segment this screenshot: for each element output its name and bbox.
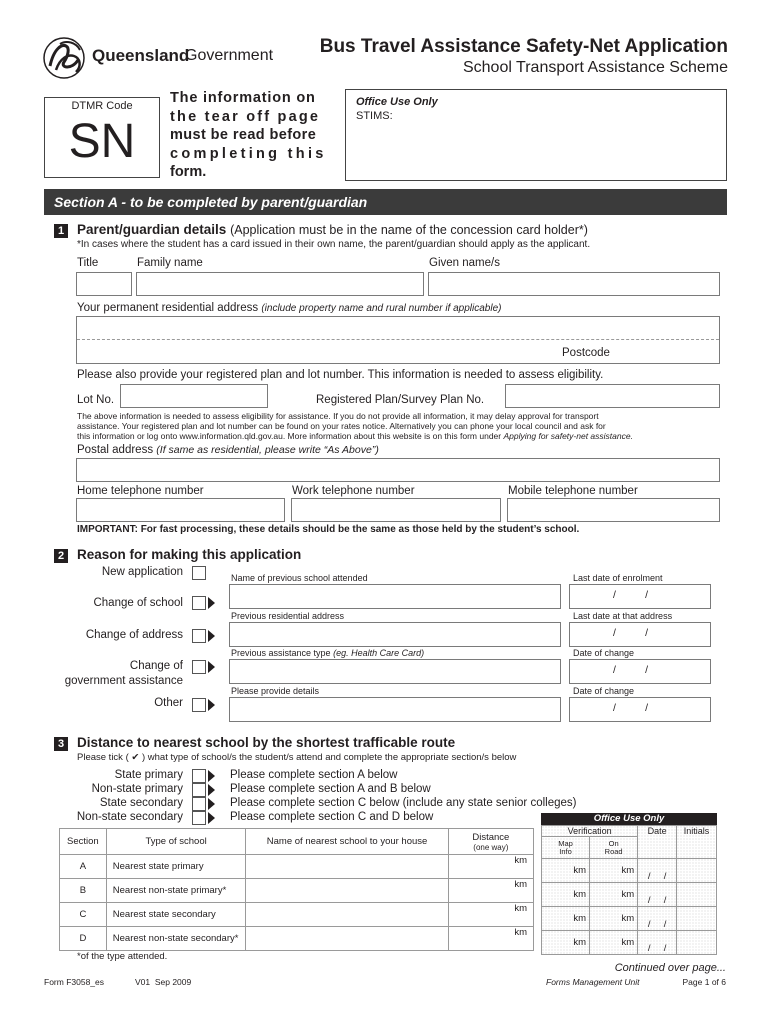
col-name-header: Name of nearest school to your house (246, 829, 448, 855)
initials-header: Initials (677, 826, 717, 859)
info-line-3-text: this information or log onto www.information.qld.gov.au. More information about this website is on this form under (77, 431, 502, 441)
info-paragraph (77, 411, 722, 441)
road-km-cell[interactable] (590, 859, 638, 883)
arrow-right-icon (208, 699, 215, 711)
school-name-cell[interactable] (246, 855, 448, 879)
details-field[interactable] (229, 697, 561, 722)
change-of-school-checkbox[interactable] (192, 596, 206, 610)
office-initials-cell[interactable] (677, 883, 717, 907)
type-label-nonstate-primary: Non-state primary (91, 783, 183, 795)
office-date-cell[interactable] (638, 907, 677, 931)
km-unit: km (514, 927, 527, 938)
info-text: Info (559, 846, 572, 856)
type-attended-footnote: *of the type attended. (77, 951, 168, 962)
plan-lot-note: Please also provide your registered plan and lot number. This information is needed to assess eligibility. (77, 369, 604, 381)
family-name-field[interactable] (136, 272, 424, 296)
road-km-cell[interactable] (590, 931, 638, 955)
prev-address-label: Previous residential address (231, 611, 345, 621)
plan-label: Registered Plan/Survey Plan No. (316, 394, 485, 406)
change-of-gov-assistance-checkbox[interactable] (192, 660, 206, 674)
distance-table-header (60, 829, 534, 855)
q1-heading-note: (Application must be in the name of the concession card holder*) (230, 223, 588, 237)
nonstate-primary-checkbox[interactable] (192, 783, 206, 797)
notice-line-2: the tear off page (170, 108, 321, 125)
notice-line-4: completing this (170, 145, 327, 162)
title-field[interactable] (76, 272, 132, 296)
type-label-state-primary: State primary (114, 769, 183, 781)
question-3-heading: Distance to nearest school by the shortest trafficable route (77, 735, 456, 750)
question-2-heading: Reason for making this application (77, 547, 302, 562)
continued-note: Continued over page... (614, 962, 726, 974)
distance-cell[interactable] (448, 879, 533, 903)
family-name-label: Family name (137, 257, 203, 269)
km-unit: km (514, 855, 527, 866)
map-info-header (542, 837, 590, 859)
date-slashes: / / (613, 627, 649, 639)
office-initials-cell[interactable] (677, 931, 717, 955)
date-slash: / / (647, 895, 667, 906)
km-unit: km (621, 865, 635, 876)
postal-label-note: (If same as residential, please write “As Above”) (156, 444, 379, 456)
dtmr-code-box (44, 97, 160, 178)
new-application-checkbox[interactable] (192, 566, 206, 580)
school-name-cell[interactable] (246, 927, 448, 951)
map-text: Map (558, 838, 573, 848)
row-type: Nearest state secondary (106, 903, 246, 927)
mobile-phone-label: Mobile telephone number (508, 485, 638, 497)
km-unit: km (573, 865, 587, 876)
road-text: Road (604, 846, 623, 856)
address-divider (77, 339, 719, 340)
distance-header-text: Distance (472, 831, 510, 843)
km-unit: km (621, 913, 635, 924)
lot-label: Lot No. (77, 394, 115, 406)
logo-text-regular: Government (185, 47, 274, 64)
mobile-phone-field[interactable] (507, 498, 720, 522)
address-label (77, 302, 501, 314)
office-date-cell[interactable] (638, 883, 677, 907)
row-type: Nearest non-state secondary* (106, 927, 246, 951)
km-unit: km (514, 879, 527, 890)
school-name-cell[interactable] (246, 879, 448, 903)
col-section-header: Section (60, 829, 107, 855)
notice-line-5: form. (170, 164, 207, 180)
tear-off-notice (170, 89, 330, 182)
map-km-cell[interactable] (542, 931, 590, 955)
option-other-label: Other (154, 697, 183, 709)
info-line-3-italic: Applying for safety-net assistance. (503, 431, 633, 441)
col-distance-header (448, 829, 533, 855)
info-line-3 (77, 431, 722, 441)
arrow-right-icon (208, 812, 215, 824)
on-road-header (590, 837, 638, 859)
work-phone-label: Work telephone number (292, 485, 415, 497)
stims-label: STIMS: (356, 110, 393, 122)
postal-label (77, 444, 379, 456)
given-names-label: Given name/s (429, 257, 500, 269)
date-slash: / / (647, 919, 667, 930)
option-gov-label-2: government assistance (64, 675, 183, 687)
forms-unit: Forms Management Unit (546, 977, 640, 987)
prev-school-label: Name of previous school attended (231, 573, 368, 583)
arrow-right-icon (208, 784, 215, 796)
type-instr-nonstate-secondary: Please complete section C and D below (230, 811, 434, 823)
table-row (542, 907, 717, 931)
lot-number-field[interactable] (120, 384, 268, 408)
logo-text-bold: Queensland (92, 46, 190, 65)
option-school-label: Change of school (93, 597, 183, 609)
date-header: Date (638, 826, 677, 859)
plan-number-field[interactable] (505, 384, 720, 408)
office-use-table (541, 825, 717, 955)
table-row (60, 879, 534, 903)
row-type: Nearest state primary (106, 855, 246, 879)
distance-cell[interactable] (448, 903, 533, 927)
date-change-label-1: Date of change (573, 648, 635, 658)
form-version: V01 Sep 2009 (135, 977, 192, 987)
road-km-cell[interactable] (590, 907, 638, 931)
notice-line-1: The information on (170, 90, 316, 106)
address-label-note: (include property name and rural number if applicable) (261, 303, 502, 314)
type-instr-state-secondary: Please complete section C below (include any state senior colleges) (230, 797, 577, 809)
arrow-right-icon (208, 770, 215, 782)
map-km-cell[interactable] (542, 883, 590, 907)
row-section: C (60, 903, 107, 927)
question-3-number: 3 (54, 737, 68, 751)
question-1-heading (77, 222, 588, 237)
km-unit: km (573, 889, 587, 900)
km-unit: km (514, 903, 527, 914)
q1-heading-text: Parent/guardian details (77, 222, 227, 237)
date-slash: / / (647, 943, 667, 954)
km-unit: km (573, 937, 587, 948)
table-row (542, 859, 717, 883)
option-new-label: New application (101, 566, 183, 578)
given-names-field[interactable] (428, 272, 720, 296)
arrow-right-icon (208, 597, 215, 609)
prev-assist-text: Previous assistance type (231, 648, 331, 658)
date-slashes: / / (613, 589, 649, 601)
map-km-cell[interactable] (542, 859, 590, 883)
col-type-header: Type of school (106, 829, 246, 855)
office-date-cell[interactable] (638, 859, 677, 883)
details-label: Please provide details (231, 686, 320, 696)
school-name-cell[interactable] (246, 903, 448, 927)
question-1-number: 1 (54, 224, 68, 238)
date-change-field-1[interactable] (569, 659, 711, 684)
map-km-cell[interactable] (542, 907, 590, 931)
date-change-field-2[interactable] (569, 697, 711, 722)
dtmr-code-label: DTMR Code (71, 100, 133, 112)
form-subtitle: School Transport Assistance Scheme (462, 59, 728, 76)
option-gov-label-1: Change of (129, 660, 183, 672)
office-header-row-1 (542, 826, 717, 837)
type-instr-nonstate-primary: Please complete section A and B below (230, 783, 431, 795)
last-enrol-date-field[interactable] (569, 584, 711, 609)
form-title: Bus Travel Assistance Safety-Net Application (319, 36, 728, 57)
coat-of-arms-icon (42, 36, 92, 80)
type-instr-state-primary: Please complete section A below (230, 769, 398, 781)
date-slashes: / / (613, 664, 649, 676)
q3-instruction: Please tick ( ✔ ) what type of school/s the student/s attend and complete the appropriate section/s below (77, 752, 517, 763)
row-type: Nearest non-state primary* (106, 879, 246, 903)
office-initials-cell[interactable] (677, 859, 717, 883)
table-row (542, 883, 717, 907)
type-label-nonstate-secondary: Non-state secondary (76, 811, 183, 823)
section-a-banner: Section A - to be completed by parent/guardian (44, 189, 727, 215)
type-label-state-secondary: State secondary (99, 797, 183, 809)
state-primary-checkbox[interactable] (192, 769, 206, 783)
home-phone-field[interactable] (76, 498, 285, 522)
notice-line-3: must be read before (170, 127, 317, 143)
row-section: B (60, 879, 107, 903)
last-date-address-field[interactable] (569, 622, 711, 647)
last-date-address-label: Last date at that address (573, 611, 673, 621)
other-checkbox[interactable] (192, 698, 206, 712)
question-2-number: 2 (54, 549, 68, 563)
km-unit: km (621, 889, 635, 900)
prev-address-field[interactable] (229, 622, 561, 647)
title-label: Title (77, 257, 99, 269)
office-use-header: Office Use Only (541, 813, 717, 825)
date-slash: / / (647, 871, 667, 882)
prev-assist-label (231, 648, 424, 658)
page-number: Page 1 of 6 (682, 977, 726, 987)
verification-header: Verification (542, 826, 638, 837)
table-row (60, 903, 534, 927)
distance-table (59, 828, 534, 951)
state-secondary-checkbox[interactable] (192, 797, 206, 811)
table-row (60, 927, 534, 951)
address-label-text: Your permanent residential address (77, 302, 259, 314)
home-phone-label: Home telephone number (77, 485, 204, 497)
prev-assist-field[interactable] (229, 659, 561, 684)
qld-government-logo (42, 36, 282, 80)
info-line-2: assistance. Your registered plan and lot number can be found on your rates notice. Alternatively you can phone your local council and ask for (77, 421, 606, 431)
arrow-right-icon (208, 630, 215, 642)
table-row (60, 855, 534, 879)
office-date-cell[interactable] (638, 931, 677, 955)
last-enrol-label: Last date of enrolment (573, 573, 663, 583)
prev-school-field[interactable] (229, 584, 561, 609)
arrow-right-icon (208, 798, 215, 810)
form-number: Form F3058_es (44, 977, 104, 987)
q1-footnote: *In cases where the student has a card issued in their own name, the parent/guardian should apply as the applicant. (77, 239, 591, 250)
nonstate-secondary-checkbox[interactable] (192, 811, 206, 825)
office-use-label: Office Use Only (356, 96, 438, 108)
row-section: A (60, 855, 107, 879)
on-text: On (608, 838, 619, 848)
road-km-cell[interactable] (590, 883, 638, 907)
km-unit: km (621, 937, 635, 948)
row-section: D (60, 927, 107, 951)
distance-cell[interactable] (448, 855, 533, 879)
important-note: IMPORTANT: For fast processing, these details should be the same as those held by the student’s school. (77, 524, 580, 535)
postal-address-field[interactable] (76, 458, 720, 482)
residential-address-field[interactable] (76, 316, 720, 364)
km-unit: km (573, 913, 587, 924)
arrow-right-icon (208, 661, 215, 673)
prev-assist-eg: (eg. Health Care Card) (333, 648, 425, 658)
distance-cell[interactable] (448, 927, 533, 951)
office-use-box (345, 89, 727, 181)
option-address-label: Change of address (85, 629, 183, 641)
office-initials-cell[interactable] (677, 907, 717, 931)
date-change-label-2: Date of change (573, 686, 635, 696)
change-of-address-checkbox[interactable] (192, 629, 206, 643)
postcode-label: Postcode (562, 347, 610, 359)
one-way-text: (one way) (473, 842, 509, 852)
date-slashes: / / (613, 702, 649, 714)
info-line-1: The above information is needed to assess eligibility for assistance. If you do not provide all information, it may delay approval for transport (77, 411, 599, 421)
dtmr-code: SN (68, 115, 136, 168)
table-row (542, 931, 717, 955)
work-phone-field[interactable] (291, 498, 501, 522)
postal-label-text: Postal address (77, 444, 154, 456)
